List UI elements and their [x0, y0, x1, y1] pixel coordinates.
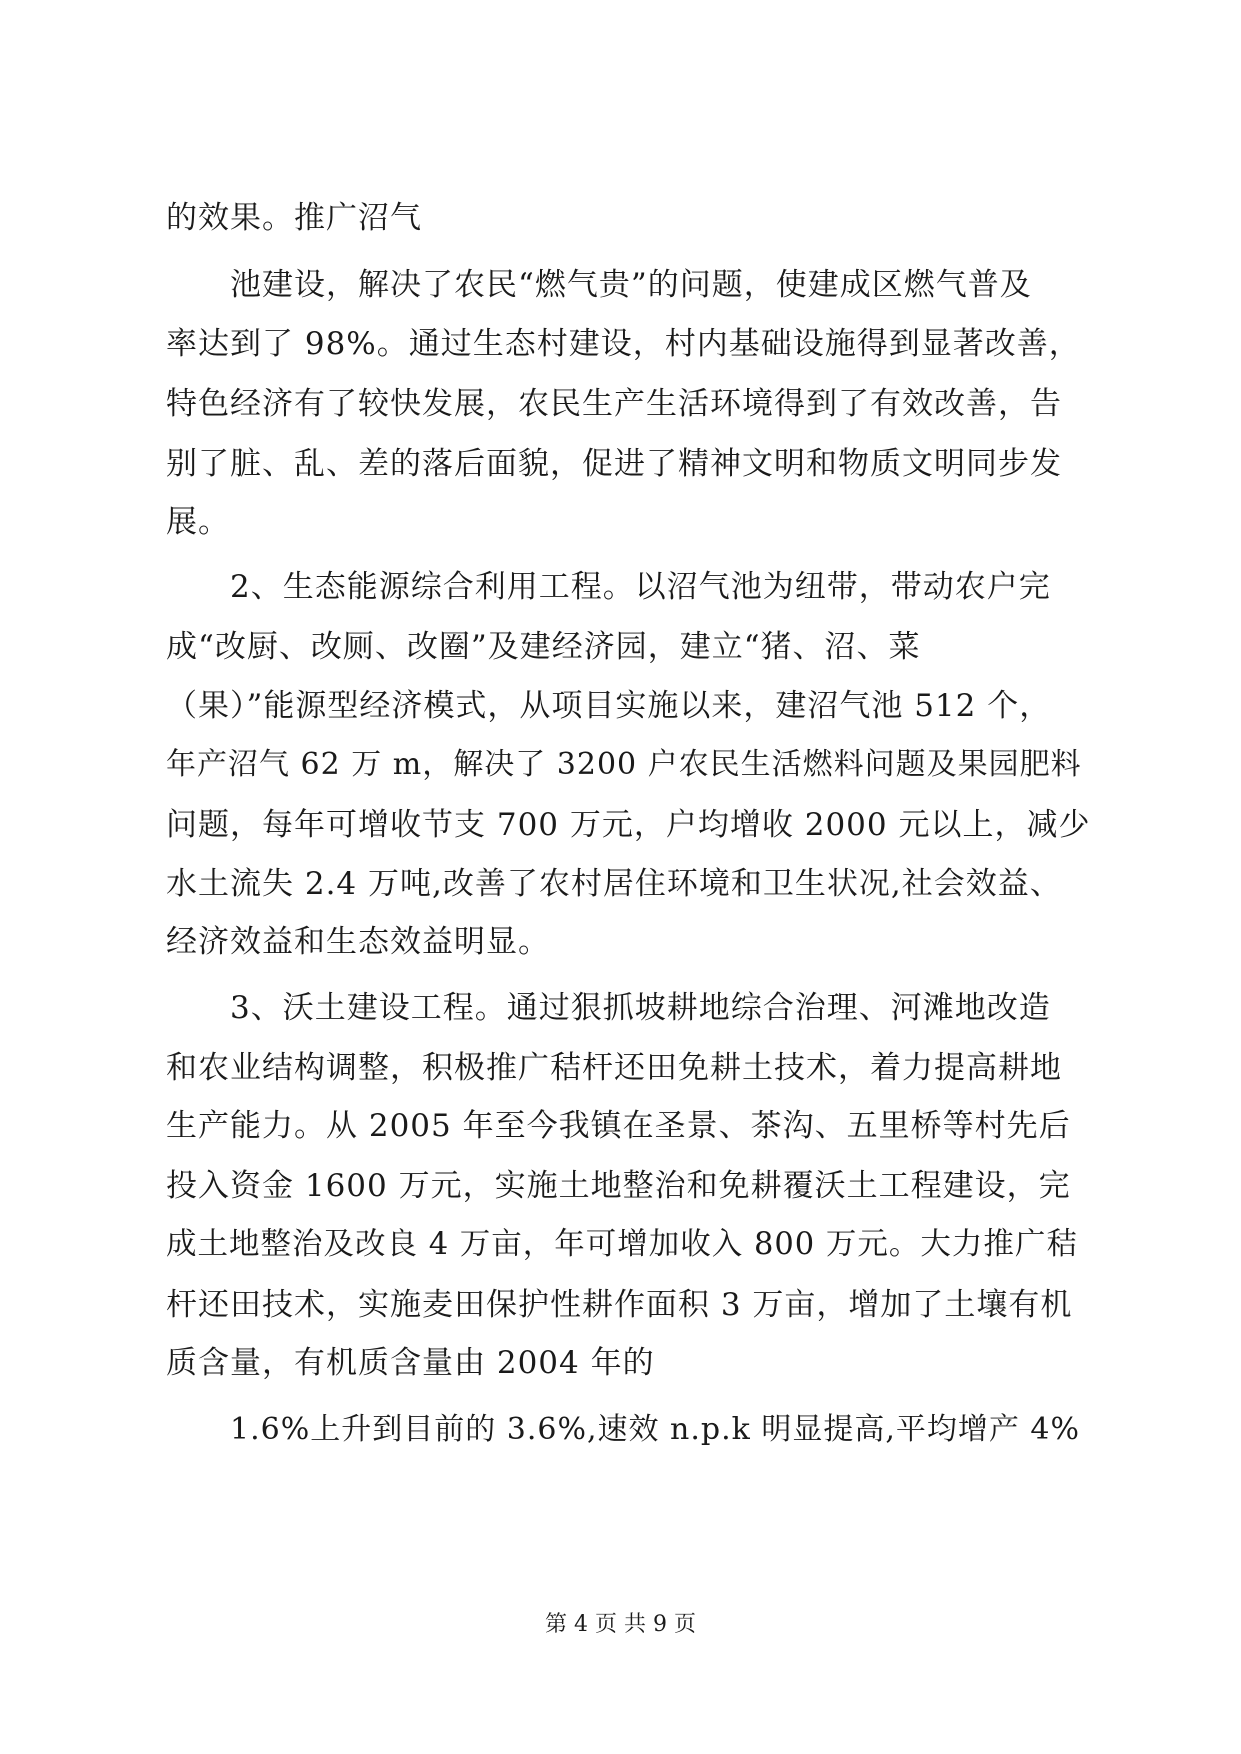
page-footer: 第 4 页 共 9 页: [545, 1612, 696, 1637]
text-line-7: 2、生态能源综合利用工程。以沼气池为纽带，带动农户完: [230, 569, 1051, 605]
text-line-9: （果）”能源型经济模式，从项目实施以来，建沼气池 512 个，: [166, 688, 1052, 724]
text-line-8: 成“改厨、改厕、改圈”及建经济园，建立“猪、沼、菜: [166, 629, 921, 665]
text-line-3: 率达到了 98%。通过生态村建设，村内基础设施得到显著改善，: [166, 326, 1081, 362]
text-line-20: 质含量，有机质含量由 2004 年的: [166, 1345, 655, 1381]
text-line-18: 成土地整治及改良 4 万亩，年可增加收入 800 万元。大力推广秸: [166, 1227, 1078, 1262]
text-line-14: 3、沃土建设工程。通过狠抓坡耕地综合治理、河滩地改造: [230, 990, 1051, 1026]
text-line-10: 年产沼气 62 万 m，解决了 3200 户农民生活燃料问题及果园肥料: [166, 747, 1082, 782]
text-line-19: 杆还田技术，实施麦田保护性耕作面积 3 万亩，增加了土壤有机: [166, 1287, 1073, 1323]
text-line-13: 经济效益和生态效益明显。: [166, 924, 550, 960]
text-line-12: 水土流失 2.4 万吨,改善了农村居住环境和卫生状况,社会效益、: [166, 866, 1062, 902]
text-line-1: 的效果。推广沼气: [166, 200, 422, 236]
text-line-5: 别了脏、乱、差的落后面貌，促进了精神文明和物质文明同步发: [166, 446, 1062, 482]
text-line-2: 池建设，解决了农民“燃气贵”的问题，使建成区燃气普及: [230, 267, 1032, 303]
text-line-15: 和农业结构调整，积极推广秸杆还田免耕土技术，着力提高耕地: [166, 1050, 1062, 1086]
text-line-21: 1.6%上升到目前的 3.6%,速效 n.p.k 明显提高,平均增产 4%: [230, 1412, 1081, 1447]
text-line-16: 生产能力。从 2005 年至今我镇在圣景、茶沟、五里桥等村先后: [166, 1108, 1071, 1144]
text-line-17: 投入资金 1600 万元，实施土地整治和免耕覆沃土工程建设，完: [166, 1168, 1071, 1204]
text-line-6: 展。: [166, 504, 230, 540]
text-line-11: 问题，每年可增收节支 700 万元，户均增收 2000 元以上，减少: [166, 807, 1091, 843]
text-line-4: 特色经济有了较快发展，农民生产生活环境得到了有效改善，告: [166, 386, 1062, 422]
